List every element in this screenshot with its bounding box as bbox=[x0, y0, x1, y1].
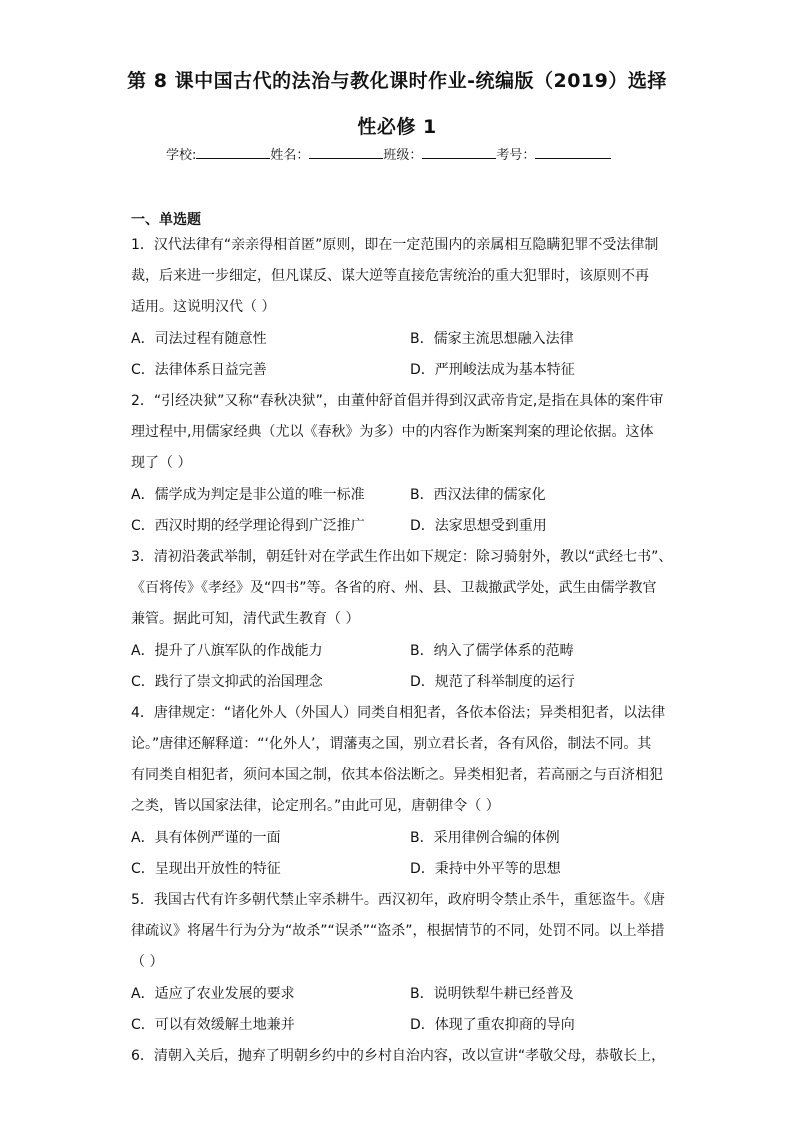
question-5-line-3: （ ） bbox=[131, 954, 164, 970]
class-blank[interactable] bbox=[422, 146, 496, 159]
page-title-line2: 性必修 1 bbox=[357, 116, 437, 138]
question-1-option-c[interactable]: C．法律体系日益完善 bbox=[131, 362, 267, 378]
question-2-line-3: 现了（ ） bbox=[131, 455, 192, 471]
question-2-line-2: 理过程中,用儒家经典（尤以《春秋》为多）中的内容作为断案判案的理论依据。这体 bbox=[131, 424, 654, 440]
question-3-option-d[interactable]: D．规范了科举制度的运行 bbox=[410, 674, 575, 690]
question-4-line-2: 论。”唐律还解释道：“‘化外人’，谓藩夷之国，别立君长者，各有风俗，制法不同。其 bbox=[131, 736, 652, 752]
question-3-line-3: 兼管。据此可知，清代武生教育（ ） bbox=[131, 611, 360, 627]
question-4-option-c[interactable]: C．呈现出开放性的特征 bbox=[131, 861, 281, 877]
question-3-line-2: 《百将传》《孝经》及“四书”等。各省的府、州、县、卫裁撤武学处，武生由儒学教官 bbox=[131, 580, 657, 596]
exam-no-blank[interactable] bbox=[535, 146, 611, 159]
question-5-option-d[interactable]: D．体现了重农抑商的导向 bbox=[410, 1017, 575, 1033]
question-5-option-b[interactable]: B．说明铁犁牛耕已经普及 bbox=[410, 986, 574, 1002]
question-1-line-2: 裁，后来进一步细定，但凡谋反、谋大逆等直接危害统治的重大犯罪时，该原则不再 bbox=[131, 268, 649, 284]
student-info-row bbox=[166, 144, 611, 163]
question-4-line-3: 有同类自相犯者，须问本国之制，依其本俗法断之。异类相犯者，若高丽之与百济相犯 bbox=[131, 767, 663, 783]
question-4-option-a[interactable]: A．具有体例严谨的一面 bbox=[131, 830, 281, 846]
question-2-option-a[interactable]: A．儒学成为判定是非公道的唯一标准 bbox=[131, 487, 365, 503]
question-4-line-4: 之类，皆以国家法律，论定刑名。”由此可见，唐朝律令（ ） bbox=[131, 798, 500, 814]
question-1-line-3: 适用。这说明汉代（ ） bbox=[131, 299, 276, 315]
question-2-option-b[interactable]: B．西汉法律的儒家化 bbox=[410, 487, 546, 503]
school-label: 学校: bbox=[166, 148, 197, 163]
section-heading: 一、单选题 bbox=[131, 212, 201, 228]
question-4-option-d[interactable]: D．秉持中外平等的思想 bbox=[410, 861, 561, 877]
name-label: 姓名： bbox=[270, 148, 310, 163]
question-3-option-a[interactable]: A．提升了八旗军队的作战能力 bbox=[131, 643, 323, 659]
question-6-line-1: 6．清朝入关后，抛弃了明朝乡约中的乡村自治内容，改以宣讲“孝敬父母，恭敬长上， bbox=[131, 1048, 666, 1064]
question-3-option-b[interactable]: B．纳入了儒学体系的范畴 bbox=[410, 643, 574, 659]
question-4-option-b[interactable]: B．采用律例合编的体例 bbox=[410, 830, 560, 846]
question-2-line-1: 2．“引经决狱”又称“春秋决狱”，由董仲舒首倡并得到汉武帝肯定,是指在具体的案件审 bbox=[131, 393, 664, 409]
page-title-line1: 第 8 课中国古代的法治与教化课时作业-统编版（2019）选择 bbox=[127, 70, 667, 92]
question-1-option-d[interactable]: D．严刑峻法成为基本特征 bbox=[410, 362, 575, 378]
question-4-line-1: 4．唐律规定：“诸化外人（外国人）同类自相犯者，各依本俗法；异类相犯者，以法律 bbox=[131, 705, 666, 721]
question-5-line-2: 律疏议》将屠牛行为分为“故杀”“误杀”“盗杀”，根据情节的不同，处罚不同。以上举措 bbox=[131, 923, 665, 939]
question-3-line-1: 3．清初沿袭武举制，朝廷针对在学武生作出如下规定：除习骑射外，教以“武经七书”、 bbox=[131, 549, 673, 565]
school-blank[interactable] bbox=[196, 146, 270, 159]
question-2-option-c[interactable]: C．西汉时期的经学理论得到广泛推广 bbox=[131, 518, 365, 534]
question-2-option-d[interactable]: D．法家思想受到重用 bbox=[410, 518, 547, 534]
question-1-line-1: 1．汉代法律有“亲亲得相首匿”原则，即在一定范围内的亲属相互隐瞒犯罪不受法律制 bbox=[131, 237, 659, 253]
question-5-option-c[interactable]: C．可以有效缓解土地兼并 bbox=[131, 1017, 295, 1033]
question-5-option-a[interactable]: A．适应了农业发展的要求 bbox=[131, 986, 295, 1002]
question-1-option-b[interactable]: B．儒家主流思想融入法律 bbox=[410, 331, 574, 347]
name-blank[interactable] bbox=[309, 146, 383, 159]
question-1-option-a[interactable]: A．司法过程有随意性 bbox=[131, 331, 267, 347]
class-label: 班级： bbox=[383, 148, 423, 163]
exam-no-label: 考号： bbox=[496, 148, 536, 163]
question-3-option-c[interactable]: C．践行了崇文抑武的治国理念 bbox=[131, 674, 323, 690]
question-5-line-1: 5．我国古代有许多朝代禁止宰杀耕牛。西汉初年，政府明令禁止杀牛，重惩盗牛。《唐 bbox=[131, 892, 665, 908]
